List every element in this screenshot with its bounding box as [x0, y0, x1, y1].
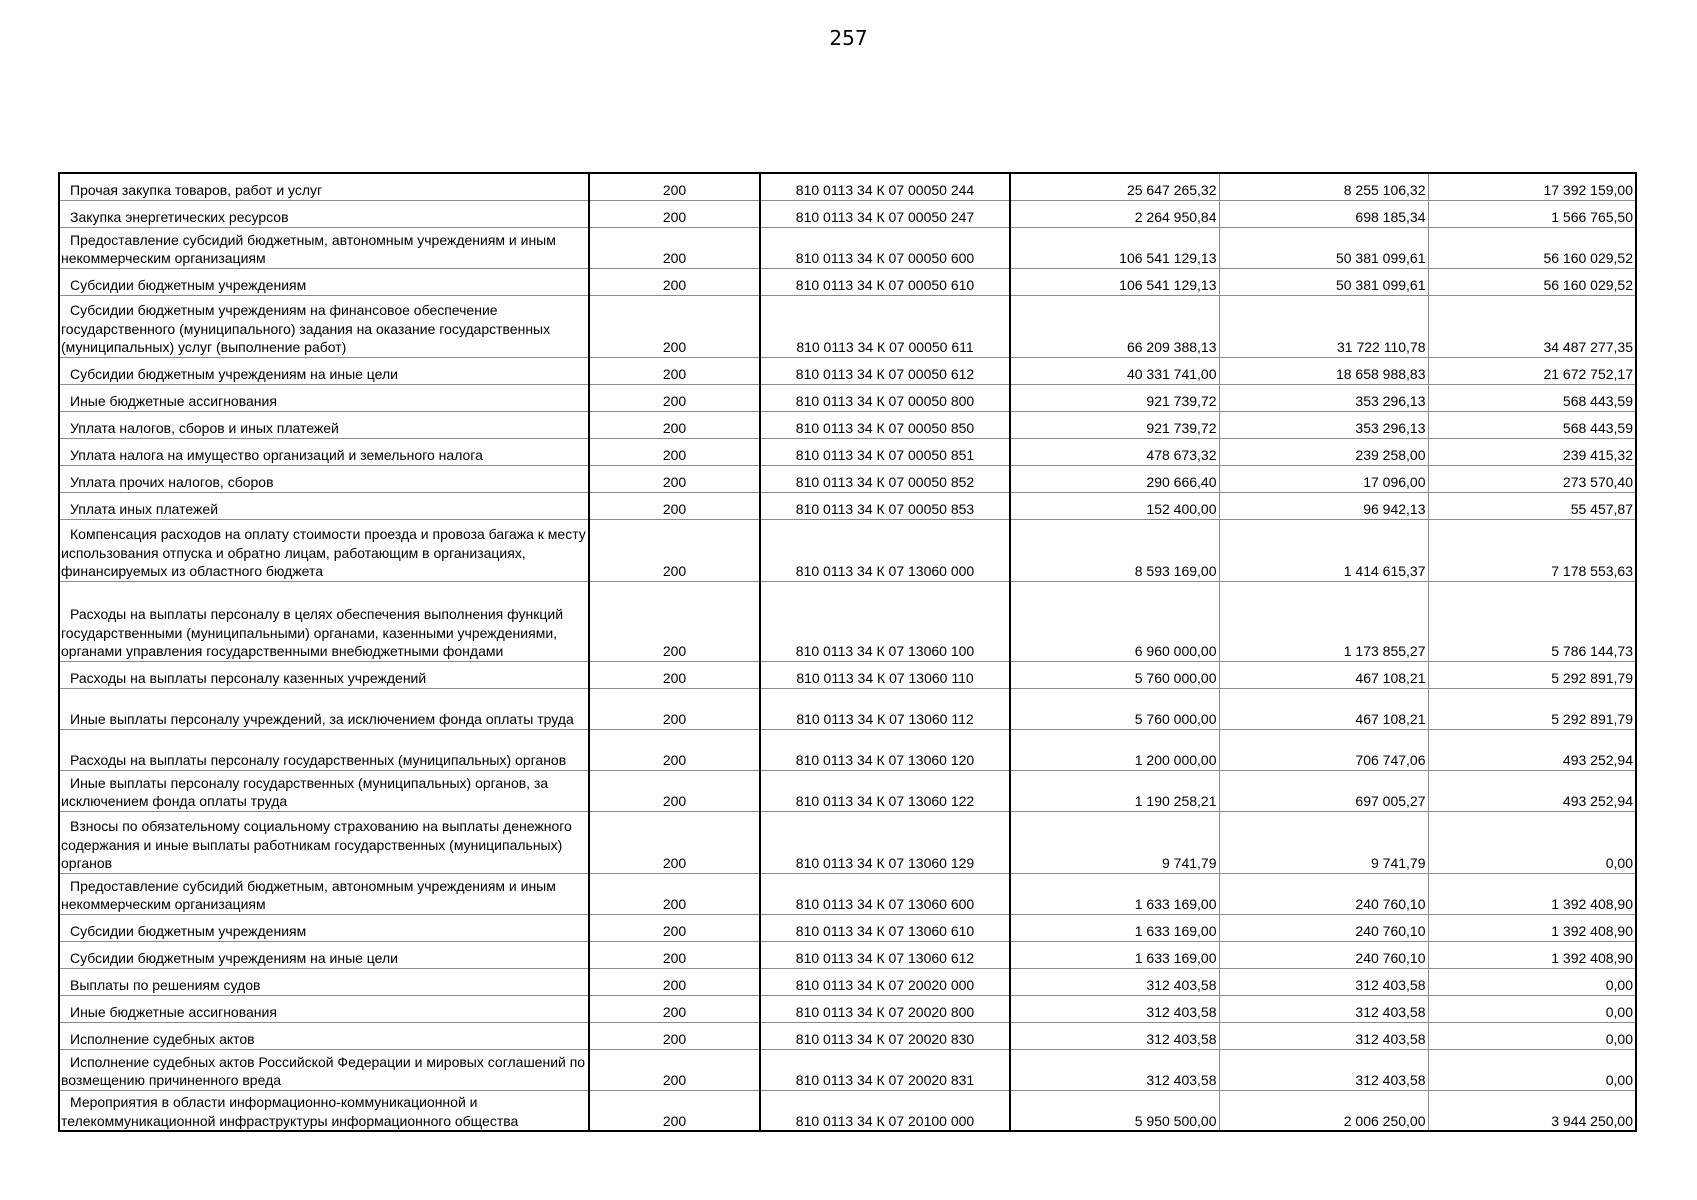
table-row: [59, 941, 1636, 968]
row-unexecuted-cell: 55 457,87: [1428, 492, 1636, 519]
row-name-cell: [59, 295, 589, 357]
row-code-cell: 810 0113 34 К 07 13060 129: [760, 811, 1010, 873]
row-name-text: Уплата прочих налогов, сборов: [70, 474, 274, 490]
row-code-cell: 810 0113 34 К 07 13060 000: [760, 519, 1010, 581]
table-row: [59, 661, 1636, 688]
row-name-cell: [59, 770, 589, 811]
row-executed-cell: 698 185,34: [1219, 200, 1428, 227]
row-status-cell: 200: [589, 729, 760, 770]
row-code-cell: 810 0113 34 К 07 20020 000: [760, 968, 1010, 995]
row-status-cell: 200: [589, 465, 760, 492]
row-approved-cell: 6 960 000,00: [1010, 581, 1219, 661]
row-executed-cell: 8 255 106,32: [1219, 173, 1428, 200]
row-status-cell: 200: [589, 770, 760, 811]
row-status-cell: 200: [589, 411, 760, 438]
row-executed-cell: 1 173 855,27: [1219, 581, 1428, 661]
row-status-cell: 200: [589, 519, 760, 581]
row-name-cell: [59, 581, 589, 661]
row-code-cell: 810 0113 34 К 07 00050 244: [760, 173, 1010, 200]
row-name-text: Субсидии бюджетным учреждениям: [70, 923, 307, 939]
row-name-text: Иные бюджетные ассигнования: [70, 1004, 277, 1020]
row-name-text: Иные бюджетные ассигнования: [70, 393, 277, 409]
row-unexecuted-cell: 5 292 891,79: [1428, 661, 1636, 688]
row-executed-cell: 312 403,58: [1219, 968, 1428, 995]
row-executed-cell: 312 403,58: [1219, 1022, 1428, 1049]
row-status-cell: 200: [589, 357, 760, 384]
row-name-cell: [59, 438, 589, 465]
row-unexecuted-cell: 568 443,59: [1428, 411, 1636, 438]
row-code-cell: 810 0113 34 К 07 00050 612: [760, 357, 1010, 384]
row-name-text: Расходы на выплаты персоналу казенных учреждений: [70, 670, 427, 686]
row-approved-cell: 1 633 169,00: [1010, 914, 1219, 941]
row-status-cell: 200: [589, 968, 760, 995]
row-code-cell: 810 0113 34 К 07 20020 800: [760, 995, 1010, 1022]
table-row: [59, 968, 1636, 995]
row-name-text: Субсидии бюджетным учреждениям на иные цели: [70, 950, 398, 966]
row-executed-cell: 697 005,27: [1219, 770, 1428, 811]
row-approved-cell: 5 760 000,00: [1010, 688, 1219, 729]
row-approved-cell: 478 673,32: [1010, 438, 1219, 465]
row-code-cell: 810 0113 34 К 07 00050 800: [760, 384, 1010, 411]
row-name-text: Иные выплаты персоналу учреждений, за исключением фонда оплаты труда: [70, 711, 574, 727]
row-code-cell: 810 0113 34 К 07 00050 610: [760, 268, 1010, 295]
row-executed-cell: 9 741,79: [1219, 811, 1428, 873]
row-unexecuted-cell: 3 944 250,00: [1428, 1090, 1636, 1131]
row-executed-cell: 50 381 099,61: [1219, 227, 1428, 268]
table-row: [59, 268, 1636, 295]
row-status-cell: 200: [589, 941, 760, 968]
row-name-text: Субсидии бюджетным учреждениям на иные цели: [70, 366, 398, 382]
row-unexecuted-cell: 0,00: [1428, 1049, 1636, 1090]
row-name-cell: [59, 173, 589, 200]
row-executed-cell: 18 658 988,83: [1219, 357, 1428, 384]
row-unexecuted-cell: 1 392 408,90: [1428, 914, 1636, 941]
row-approved-cell: 1 190 258,21: [1010, 770, 1219, 811]
row-code-cell: 810 0113 34 К 07 00050 611: [760, 295, 1010, 357]
row-name-cell: [59, 411, 589, 438]
table-row: [59, 995, 1636, 1022]
row-status-cell: 200: [589, 873, 760, 914]
table-row: [59, 873, 1636, 914]
row-executed-cell: 240 760,10: [1219, 941, 1428, 968]
table-row: [59, 1049, 1636, 1090]
table-row: [59, 914, 1636, 941]
table-row: [59, 770, 1636, 811]
row-unexecuted-cell: 56 160 029,52: [1428, 227, 1636, 268]
row-code-cell: 810 0113 34 К 07 13060 120: [760, 729, 1010, 770]
row-name-cell: [59, 227, 589, 268]
row-name-cell: [59, 384, 589, 411]
row-approved-cell: 1 633 169,00: [1010, 941, 1219, 968]
row-approved-cell: 312 403,58: [1010, 1022, 1219, 1049]
row-name-text: Выплаты по решениям судов: [70, 977, 261, 993]
row-code-cell: 810 0113 34 К 07 20020 831: [760, 1049, 1010, 1090]
row-name-cell: [59, 200, 589, 227]
row-approved-cell: 2 264 950,84: [1010, 200, 1219, 227]
row-name-text: Расходы на выплаты персоналу в целях обеспечения выполнения функций государственными (муниципальными) органами, казенными учреждениями, органами управления государственными внебюджетными фондами: [61, 606, 564, 659]
row-unexecuted-cell: 239 415,32: [1428, 438, 1636, 465]
row-name-text: Уплата налога на имущество организаций и земельного налога: [70, 447, 483, 463]
row-name-cell: [59, 357, 589, 384]
budget-execution-table: [58, 172, 1637, 1132]
row-code-cell: 810 0113 34 К 07 00050 850: [760, 411, 1010, 438]
table-row: [59, 519, 1636, 581]
row-code-cell: 810 0113 34 К 07 13060 612: [760, 941, 1010, 968]
row-status-cell: 200: [589, 384, 760, 411]
row-name-cell: [59, 729, 589, 770]
row-code-cell: 810 0113 34 К 07 00050 600: [760, 227, 1010, 268]
row-code-cell: 810 0113 34 К 07 13060 110: [760, 661, 1010, 688]
row-executed-cell: 312 403,58: [1219, 995, 1428, 1022]
row-status-cell: 200: [589, 811, 760, 873]
row-code-cell: 810 0113 34 К 07 13060 112: [760, 688, 1010, 729]
row-name-text: Прочая закупка товаров, работ и услуг: [70, 182, 323, 198]
row-code-cell: 810 0113 34 К 07 13060 610: [760, 914, 1010, 941]
row-unexecuted-cell: 34 487 277,35: [1428, 295, 1636, 357]
table-row: [59, 357, 1636, 384]
table-body: [59, 173, 1636, 1131]
row-approved-cell: 312 403,58: [1010, 995, 1219, 1022]
row-name-text: Уплата налогов, сборов и иных платежей: [70, 420, 339, 436]
row-name-text: Взносы по обязательному социальному страхованию на выплаты денежного содержания и иные выплаты работникам государственных (муниципальных) органов: [61, 818, 572, 871]
table-row: [59, 227, 1636, 268]
row-status-cell: 200: [589, 1022, 760, 1049]
table-row: [59, 438, 1636, 465]
row-executed-cell: 31 722 110,78: [1219, 295, 1428, 357]
table-row: [59, 729, 1636, 770]
row-executed-cell: 240 760,10: [1219, 914, 1428, 941]
row-status-cell: 200: [589, 1090, 760, 1131]
row-code-cell: 810 0113 34 К 07 13060 600: [760, 873, 1010, 914]
row-name-text: Уплата иных платежей: [70, 501, 219, 517]
row-name-text: Мероприятия в области информационно-коммуникационной и телекоммуникационной инфраструктуры информационного общества: [61, 1094, 519, 1129]
row-approved-cell: 106 541 129,13: [1010, 268, 1219, 295]
row-name-cell: [59, 465, 589, 492]
row-unexecuted-cell: 1 392 408,90: [1428, 941, 1636, 968]
row-name-cell: [59, 968, 589, 995]
row-unexecuted-cell: 1 392 408,90: [1428, 873, 1636, 914]
row-unexecuted-cell: 5 786 144,73: [1428, 581, 1636, 661]
row-status-cell: 200: [589, 295, 760, 357]
row-executed-cell: 96 942,13: [1219, 492, 1428, 519]
row-name-text: Предоставление субсидий бюджетным, автономным учреждениям и иным некоммерческим организациям: [61, 877, 556, 912]
row-status-cell: 200: [589, 227, 760, 268]
row-name-text: Предоставление субсидий бюджетным, автономным учреждениям и иным некоммерческим организациям: [61, 231, 556, 266]
row-unexecuted-cell: 493 252,94: [1428, 770, 1636, 811]
row-status-cell: 200: [589, 492, 760, 519]
row-status-cell: 200: [589, 995, 760, 1022]
row-name-text: Расходы на выплаты персоналу государственных (муниципальных) органов: [70, 752, 567, 768]
row-name-cell: [59, 1049, 589, 1090]
row-status-cell: 200: [589, 173, 760, 200]
row-approved-cell: 312 403,58: [1010, 968, 1219, 995]
row-approved-cell: 290 666,40: [1010, 465, 1219, 492]
row-executed-cell: 2 006 250,00: [1219, 1090, 1428, 1131]
row-code-cell: 810 0113 34 К 07 20020 830: [760, 1022, 1010, 1049]
row-name-cell: [59, 1022, 589, 1049]
row-executed-cell: 239 258,00: [1219, 438, 1428, 465]
row-status-cell: 200: [589, 581, 760, 661]
row-unexecuted-cell: 0,00: [1428, 995, 1636, 1022]
row-unexecuted-cell: 5 292 891,79: [1428, 688, 1636, 729]
row-unexecuted-cell: 21 672 752,17: [1428, 357, 1636, 384]
row-name-cell: [59, 995, 589, 1022]
row-name-cell: [59, 811, 589, 873]
row-status-cell: 200: [589, 914, 760, 941]
row-unexecuted-cell: 493 252,94: [1428, 729, 1636, 770]
table-row: [59, 411, 1636, 438]
row-unexecuted-cell: 568 443,59: [1428, 384, 1636, 411]
row-status-cell: 200: [589, 268, 760, 295]
row-unexecuted-cell: 0,00: [1428, 1022, 1636, 1049]
row-name-cell: [59, 519, 589, 581]
table-row: [59, 492, 1636, 519]
table-row: [59, 581, 1636, 661]
row-approved-cell: 1 200 000,00: [1010, 729, 1219, 770]
row-approved-cell: 106 541 129,13: [1010, 227, 1219, 268]
table-row: [59, 465, 1636, 492]
row-code-cell: 810 0113 34 К 07 00050 852: [760, 465, 1010, 492]
row-executed-cell: 1 414 615,37: [1219, 519, 1428, 581]
row-name-cell: [59, 941, 589, 968]
row-unexecuted-cell: 273 570,40: [1428, 465, 1636, 492]
row-code-cell: 810 0113 34 К 07 13060 122: [760, 770, 1010, 811]
row-executed-cell: 50 381 099,61: [1219, 268, 1428, 295]
row-approved-cell: 312 403,58: [1010, 1049, 1219, 1090]
table-row: [59, 811, 1636, 873]
row-unexecuted-cell: 7 178 553,63: [1428, 519, 1636, 581]
row-code-cell: 810 0113 34 К 07 20100 000: [760, 1090, 1010, 1131]
row-approved-cell: 25 647 265,32: [1010, 173, 1219, 200]
row-approved-cell: 5 760 000,00: [1010, 661, 1219, 688]
row-name-text: Исполнение судебных актов: [70, 1031, 255, 1047]
row-name-text: Иные выплаты персоналу государственных (муниципальных) органов, за исключением фонда оплаты труда: [61, 774, 549, 809]
row-executed-cell: 467 108,21: [1219, 688, 1428, 729]
table-row: [59, 688, 1636, 729]
row-approved-cell: 1 633 169,00: [1010, 873, 1219, 914]
row-approved-cell: 921 739,72: [1010, 384, 1219, 411]
row-status-cell: 200: [589, 688, 760, 729]
row-approved-cell: 66 209 388,13: [1010, 295, 1219, 357]
row-name-cell: [59, 1090, 589, 1131]
table-row: [59, 1022, 1636, 1049]
row-name-cell: [59, 873, 589, 914]
row-approved-cell: 9 741,79: [1010, 811, 1219, 873]
row-executed-cell: 312 403,58: [1219, 1049, 1428, 1090]
row-executed-cell: 467 108,21: [1219, 661, 1428, 688]
row-unexecuted-cell: 0,00: [1428, 968, 1636, 995]
row-name-cell: [59, 688, 589, 729]
row-code-cell: 810 0113 34 К 07 00050 247: [760, 200, 1010, 227]
row-executed-cell: 17 096,00: [1219, 465, 1428, 492]
row-status-cell: 200: [589, 438, 760, 465]
row-approved-cell: 5 950 500,00: [1010, 1090, 1219, 1131]
table-row: [59, 173, 1636, 200]
row-approved-cell: 40 331 741,00: [1010, 357, 1219, 384]
row-approved-cell: 8 593 169,00: [1010, 519, 1219, 581]
table-row: [59, 295, 1636, 357]
row-name-text: Закупка энергетических ресурсов: [70, 209, 289, 225]
row-code-cell: 810 0113 34 К 07 00050 851: [760, 438, 1010, 465]
row-name-cell: [59, 914, 589, 941]
page-number: 257: [829, 26, 868, 50]
row-unexecuted-cell: 17 392 159,00: [1428, 173, 1636, 200]
row-code-cell: 810 0113 34 К 07 00050 853: [760, 492, 1010, 519]
row-name-text: Субсидии бюджетным учреждениям: [70, 277, 307, 293]
row-approved-cell: 152 400,00: [1010, 492, 1219, 519]
row-executed-cell: 353 296,13: [1219, 384, 1428, 411]
row-code-cell: 810 0113 34 К 07 13060 100: [760, 581, 1010, 661]
row-status-cell: 200: [589, 661, 760, 688]
row-executed-cell: 240 760,10: [1219, 873, 1428, 914]
table-row: [59, 384, 1636, 411]
table-row: [59, 1090, 1636, 1131]
row-name-cell: [59, 268, 589, 295]
row-name-text: Субсидии бюджетным учреждениям на финансовое обеспечение государственного (муниципального) задания на оказание государственных (муниципальных) услуг (выполнение работ): [61, 302, 551, 355]
row-name-text: Исполнение судебных актов Российской Федерации и мировых соглашений по возмещению причиненного вреда: [61, 1053, 586, 1088]
row-name-cell: [59, 661, 589, 688]
row-unexecuted-cell: 0,00: [1428, 811, 1636, 873]
table-row: [59, 200, 1636, 227]
row-approved-cell: 921 739,72: [1010, 411, 1219, 438]
row-executed-cell: 706 747,06: [1219, 729, 1428, 770]
row-unexecuted-cell: 1 566 765,50: [1428, 200, 1636, 227]
row-name-text: Компенсация расходов на оплату стоимости проезда и провоза багажа к месту использования отпуска и обратно лицам, работающим в организациях, финансируемых из областного бюджета: [61, 526, 586, 579]
row-unexecuted-cell: 56 160 029,52: [1428, 268, 1636, 295]
row-status-cell: 200: [589, 200, 760, 227]
row-status-cell: 200: [589, 1049, 760, 1090]
row-name-cell: [59, 492, 589, 519]
row-executed-cell: 353 296,13: [1219, 411, 1428, 438]
